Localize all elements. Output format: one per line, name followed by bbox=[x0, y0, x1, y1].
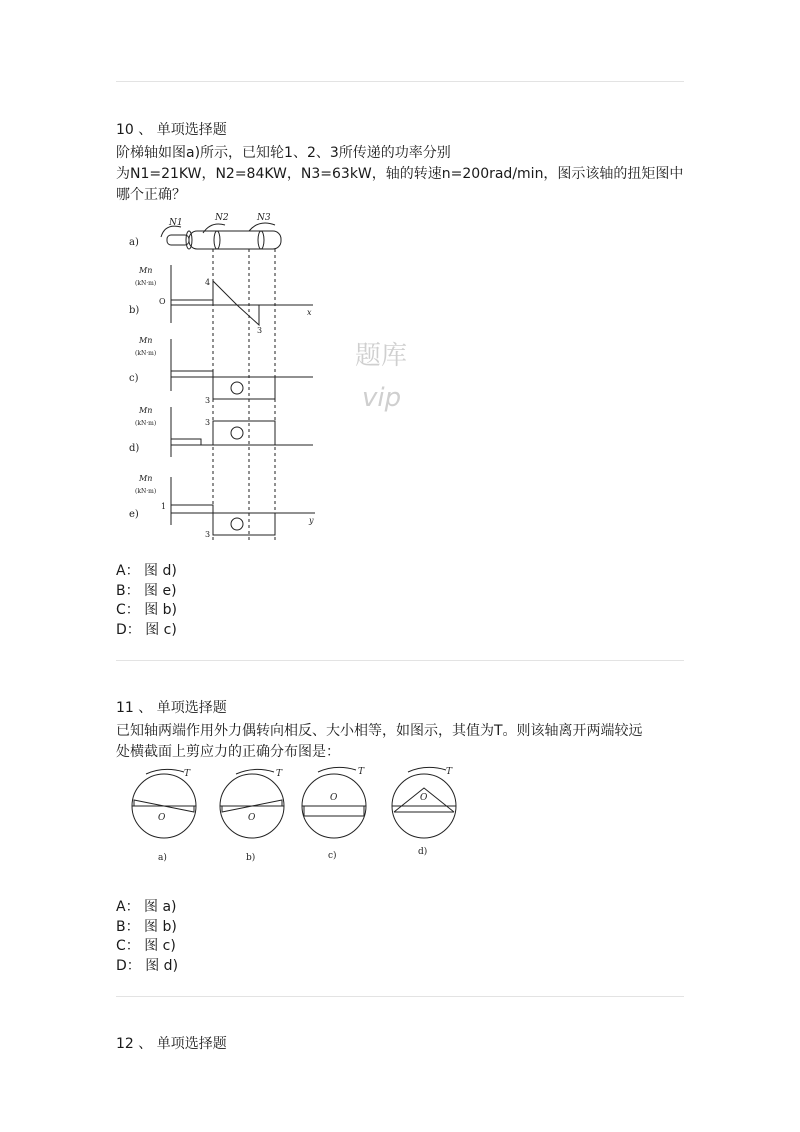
unit-label: (kN·m) bbox=[135, 280, 157, 287]
divider bbox=[116, 660, 684, 661]
tick-3: 3 bbox=[205, 396, 211, 405]
divider bbox=[116, 81, 684, 82]
center-label: O bbox=[248, 813, 256, 823]
pulley-3 bbox=[258, 231, 264, 249]
origin-label: O bbox=[159, 297, 166, 306]
option-d[interactable]: D： 图 d) bbox=[116, 957, 179, 974]
question-10-text bbox=[116, 143, 686, 206]
diagram-c-label: c) bbox=[328, 851, 337, 861]
unit-label: (kN·m) bbox=[135, 420, 157, 427]
torque-label: T bbox=[184, 769, 191, 779]
axis-mn-label: Mn bbox=[139, 336, 153, 345]
torque-block bbox=[171, 300, 213, 305]
question-10-options bbox=[116, 562, 177, 640]
center-label: O bbox=[420, 793, 428, 803]
option-a[interactable]: A： 图 d) bbox=[116, 563, 177, 579]
question-11-line: 处横截面上剪应力的正确分布图是： bbox=[116, 744, 340, 760]
diagram-d-label: d) bbox=[418, 847, 428, 857]
diagram-b bbox=[220, 769, 284, 863]
question-11-text bbox=[116, 721, 686, 763]
sign-circle bbox=[231, 427, 243, 439]
unit-label: (kN·m) bbox=[135, 350, 157, 357]
question-10-line: 哪个正确？ bbox=[116, 187, 186, 203]
tick-3: 3 bbox=[257, 326, 263, 335]
torque-block bbox=[171, 439, 201, 445]
watermark-line1: 题库 bbox=[355, 341, 408, 371]
torque-block bbox=[171, 505, 213, 513]
torque-label: T bbox=[446, 767, 453, 777]
question-12-header: 12 、 单项选择题 bbox=[116, 1036, 227, 1052]
pulley-2 bbox=[214, 231, 220, 249]
shaft-large bbox=[189, 231, 281, 249]
x-axis-label: x bbox=[307, 308, 312, 317]
sign-circle bbox=[231, 382, 243, 394]
row-a-label: a) bbox=[129, 237, 139, 248]
option-a[interactable]: A： 图 a) bbox=[116, 899, 177, 915]
option-c[interactable]: C： 图 b) bbox=[116, 602, 178, 618]
row-b-label: b) bbox=[129, 305, 140, 316]
tick-1: 1 bbox=[161, 502, 167, 511]
diagram-a bbox=[132, 769, 196, 863]
moment-arrow-2 bbox=[203, 224, 225, 233]
question-11-line: 已知轴两端作用外力偶转向相反、大小相等，如图示，其值为T。则该轴离开两端较远 bbox=[116, 723, 643, 739]
diagram-a-label: a) bbox=[158, 853, 167, 863]
watermark-line2: vip bbox=[362, 383, 402, 413]
diagram-c bbox=[302, 767, 366, 861]
option-d[interactable]: D： 图 c) bbox=[116, 621, 177, 638]
axis-mn-label: Mn bbox=[139, 266, 153, 275]
center-label: O bbox=[158, 813, 166, 823]
torque-label: T bbox=[276, 769, 283, 779]
moment-arrow-3 bbox=[249, 223, 275, 231]
unit-label: (kN·m) bbox=[135, 488, 157, 495]
question-10-header: 10 、 单项选择题 bbox=[116, 122, 227, 138]
torque-block bbox=[213, 421, 275, 445]
divider bbox=[116, 996, 684, 997]
question-10-line: 阶梯轴如图a)所示，已知轮1、2、3所传递的功率分别 bbox=[116, 145, 451, 161]
question-11-header: 11 、 单项选择题 bbox=[116, 700, 227, 716]
tick-3: 3 bbox=[205, 530, 211, 539]
torque-block bbox=[213, 377, 275, 399]
y-axis-label: y bbox=[309, 516, 314, 525]
tick-4: 4 bbox=[205, 278, 211, 287]
row-e-label: e) bbox=[129, 509, 139, 520]
option-b[interactable]: B： 图 e) bbox=[116, 582, 177, 599]
n3-label: N3 bbox=[257, 213, 271, 223]
question-11-figure bbox=[128, 764, 478, 864]
axis-mn-label: Mn bbox=[139, 406, 153, 415]
center-label: O bbox=[330, 793, 338, 803]
option-b[interactable]: B： 图 b) bbox=[116, 918, 177, 935]
n1-label: N1 bbox=[169, 218, 183, 228]
diagram-d bbox=[392, 767, 456, 857]
axis-mn-label: Mn bbox=[139, 474, 153, 483]
question-11-options bbox=[116, 898, 178, 976]
question-10-figure bbox=[125, 205, 330, 550]
torque-triangle bbox=[237, 305, 259, 325]
diagram-b-label: b) bbox=[246, 853, 256, 863]
row-d-label: d) bbox=[129, 443, 140, 454]
torque-triangle bbox=[213, 281, 237, 305]
row-c-label: c) bbox=[129, 373, 139, 384]
torque-block bbox=[213, 513, 275, 535]
torque-block bbox=[171, 371, 213, 377]
option-c[interactable]: C： 图 c) bbox=[116, 938, 176, 954]
n2-label: N2 bbox=[215, 213, 229, 223]
question-10-line: 为N1=21KW，N2=84KW，N3=63kW，轴的转速n=200rad/min，图示该轴的扭矩图中 bbox=[116, 166, 684, 182]
torque-label: T bbox=[358, 767, 365, 777]
tick-3: 3 bbox=[205, 418, 211, 427]
sign-circle bbox=[231, 518, 243, 530]
